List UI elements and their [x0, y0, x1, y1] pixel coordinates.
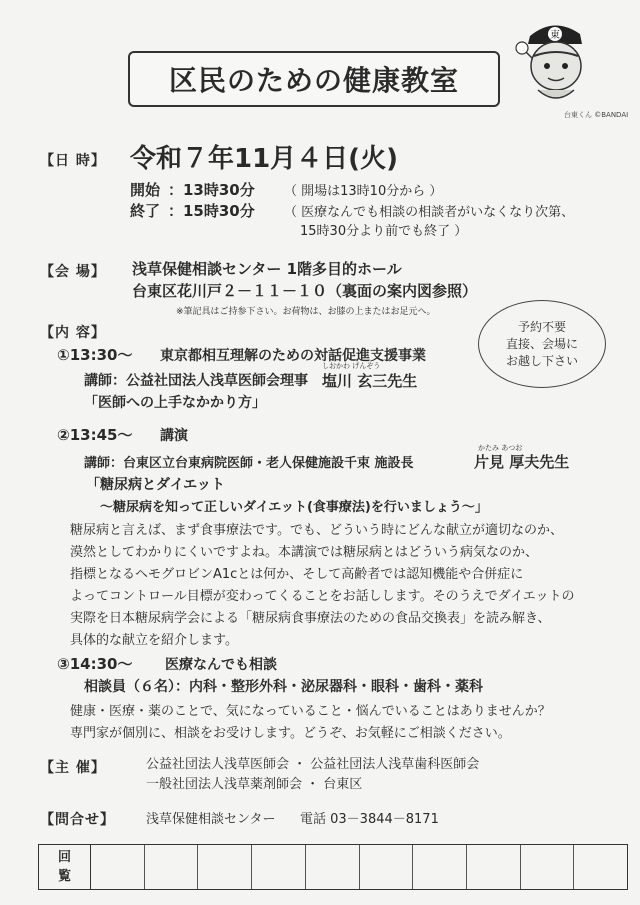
item3-body-line: 健康・医療・薬のことで、気になっていること・悩んでいることはありませんか？: [70, 704, 551, 719]
bubble-line: 予約不要: [517, 319, 566, 334]
item2-topic: 「糖尿病とダイエット: [86, 477, 225, 493]
circulation-cell[interactable]: [360, 845, 414, 889]
circulation-grid: [38, 844, 628, 890]
svg-text:東: 東: [550, 30, 560, 41]
end-label: 終了: [130, 202, 161, 220]
no-reservation-bubble: [478, 300, 606, 388]
item1-title: 東京都相互理解のための対話促進支援事業: [160, 348, 426, 364]
item2-name: 片見 厚夫先生: [474, 453, 570, 471]
circulation-header: [39, 845, 91, 889]
organizer-line: 公益社団法人浅草医師会 ・ 公益社団法人浅草歯科医師会: [146, 757, 480, 772]
item2-title: 講演: [160, 428, 188, 444]
item3-body-line: 専門家が個別に、相談をお受けします。どうぞ、お気軽にご相談ください。: [70, 726, 511, 741]
bubble-line: お越し下さい: [505, 353, 578, 368]
contact-org: 浅草保健相談センター: [146, 812, 276, 827]
item2-body-line: 漠然としてわかりにくいですよね。本講演では糖尿病とはどういう病気なのか、: [70, 545, 539, 560]
contact-label: 【問合せ】: [40, 812, 115, 828]
organizer-label: 【主 催】: [40, 760, 106, 776]
event-date: 令和７年11月４日(火): [130, 144, 398, 174]
item2-speaker: 講師：台東区立台東病院医師・老人保健施設千束 施設長: [84, 456, 414, 471]
start-label: 開始: [130, 181, 161, 199]
item3-time: ③14:30～: [57, 655, 133, 673]
content-label: 【内 容】: [40, 325, 106, 341]
item1-ruby: しおかわ げんぞう: [322, 362, 381, 370]
end-note: （ 医療なんでも相談の相談者がいなくなり次第、: [284, 205, 575, 220]
item2-body-line: 指標となるヘモグロビンA1cとは何か、そして高齢者では認知機能や合併症に: [70, 567, 524, 582]
item2-body-line: よってコントロール目標が変わってくることをお話しします。そのうえでダイエットの: [70, 589, 575, 604]
circulation-cell[interactable]: [467, 845, 521, 889]
item3-title: 医療なんでも相談: [165, 657, 277, 673]
circulation-cell[interactable]: [145, 845, 199, 889]
item2-body-line: 具体的な献立を紹介します。: [70, 633, 238, 648]
item1-speaker: 講師：公益社団法人浅草医師会理事: [84, 373, 308, 389]
contact-phone: 電話 03－3844－8171: [300, 812, 439, 827]
circulation-cell[interactable]: [252, 845, 306, 889]
end-note-2: 15時30分より前でも終了 ）: [300, 224, 468, 239]
schedule-label: 【日 時】: [40, 153, 106, 169]
item2-subtopic: ～糖尿病を知って正しいダイエット(食事療法)を行いましょう～」: [100, 500, 488, 515]
venue-address: 台東区花川戸２－１１－１０（裏面の案内図参照）: [132, 282, 478, 300]
start-time: ：13時30分: [168, 181, 255, 199]
circulation-cell[interactable]: [306, 845, 360, 889]
circulation-cell[interactable]: [91, 845, 145, 889]
circulation-label: 覧: [57, 869, 71, 884]
venue-label: 【会 場】: [40, 264, 106, 280]
item1-name: 塩川 玄三先生: [322, 372, 418, 390]
item2-body-line: 実際を日本糖尿病学会による「糖尿病食事療法のための食品交換表」を読み解き、: [70, 611, 551, 626]
mascot-caption: 台東くん ©BANDAI: [564, 111, 629, 119]
end-time: ：15時30分: [168, 202, 255, 220]
circulation-cell[interactable]: [521, 845, 575, 889]
organizer-line: 一般社団法人浅草薬剤師会 ・ 台東区: [146, 777, 363, 792]
venue-name: 浅草保健相談センター 1階多目的ホール: [132, 260, 402, 278]
circulation-cell[interactable]: [574, 845, 627, 889]
circulation-cell[interactable]: [198, 845, 252, 889]
item2-ruby: かたみ あつお: [478, 444, 523, 452]
circulation-label: 回: [57, 850, 71, 865]
mascot-character-icon: [510, 14, 598, 106]
page-title: 区民のための健康教室: [128, 51, 500, 107]
item1-time: ①13:30～: [57, 346, 133, 364]
circulation-cell[interactable]: [413, 845, 467, 889]
item1-topic: 「医師への上手なかかり方」: [84, 395, 266, 411]
item2-time: ②13:45～: [57, 426, 133, 444]
item2-body-line: 糖尿病と言えば、まず食事療法です。でも、どういう時にどんな献立が適切なのか、: [70, 523, 563, 538]
venue-note: ※筆記具はご持参下さい。お荷物は、お膝の上またはお足元へ。: [176, 307, 436, 317]
item3-staff: 相談員（６名）：内科・整形外科・泌尿器科・眼科・歯科・薬科: [84, 679, 483, 695]
start-note: （ 開場は13時10分から ）: [284, 184, 443, 199]
bubble-line: 直接、会場に: [505, 336, 578, 351]
